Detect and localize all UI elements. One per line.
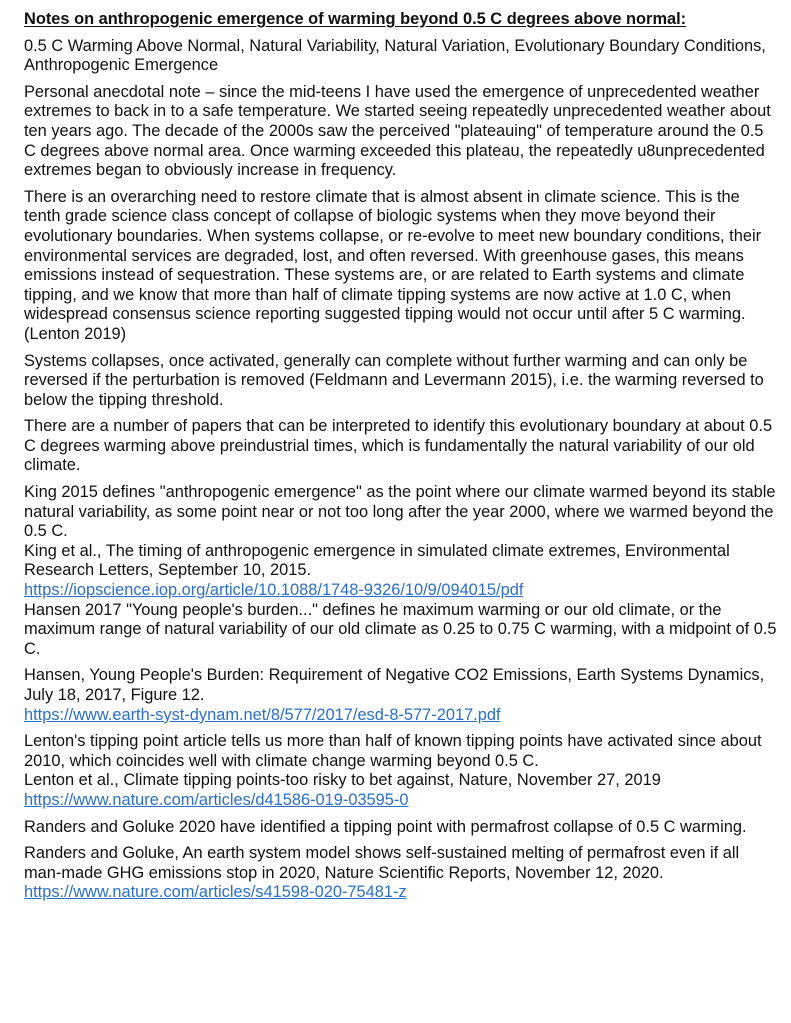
papers-paragraph: There are a number of papers that can be interpreted to identify this evolutionary boundary at about 0.5 C degrees warming above preindustrial times, which is fundamentally the natural variability of our old climate. bbox=[24, 417, 773, 475]
hansen-summary: Hansen 2017 "Young people's burden..." defines he maximum warming or our old climate, or the maximum range of natural variability of our old climate as 0.25 to 0.75 C warming, with a midpoint of 0.5 C. bbox=[24, 600, 777, 658]
lenton-citation: Lenton et al., Climate tipping points-too risky to bet against, Nature, November 27, 2019 bbox=[24, 771, 661, 790]
lenton-summary: Lenton's tipping point article tells us more than half of known tipping points have activated since about 2010, which coincides well with climate change warming beyond 0.5 C. bbox=[24, 732, 762, 770]
randers-citation-paragraph bbox=[24, 844, 777, 903]
king-citation: King et al., The timing of anthropogenic emergence in simulated climate extremes, Environmental Research Letters, September 10, 2015. bbox=[24, 541, 730, 580]
randers-summary: Randers and Goluke 2020 have identified a tipping point with permafrost collapse of 0.5 C warming. bbox=[24, 817, 747, 836]
hansen-link-line bbox=[24, 706, 777, 726]
collapse-paragraph: Systems collapses, once activated, generally can complete without further warming and can only be reversed if the perturbation is removed (Feldmann and Levermann 2015), i.e. the warming reversed to below the tipping threshold. bbox=[24, 351, 764, 409]
hansen-citation: Hansen, Young People's Burden: Requirement of Negative CO2 Emissions, Earth Systems Dynamics, July 18, 2017, Figure 12. bbox=[24, 666, 765, 704]
lenton-link-line bbox=[24, 791, 777, 811]
keywords-paragraph: 0.5 C Warming Above Normal, Natural Variability, Natural Variation, Evolutionary Boundary Conditions, Anthropogenic Emergence bbox=[24, 36, 766, 75]
overarching-need-paragraph: There is an overarching need to restore climate that is almost absent in climate science. This is the tenth grade science class concept of collapse of biologic systems when they move beyond their evolutionary boundaries. When systems collapse, or re-evolve to meet new boundary conditions, their environmental services are degraded, lost, and often reversed. With greenhouse gases, this means emissions instead of sequestration. These systems are, or are related to Earth systems and climate tipping, and we know that more than half of climate tipping systems are now active at 1.0 C, when widespread consensus science reporting suggested tipping would not occur until after 5 C warming. (Lenton 2019) bbox=[24, 187, 762, 343]
lenton-link[interactable]: https://www.nature.com/articles/d41586-019-03595-0 bbox=[24, 790, 409, 809]
randers-citation: Randers and Goluke, An earth system model shows self-sustained melting of permafrost even if all man-made GHG emissions stop in 2020, Nature Scientific Reports, November 12, 2020. bbox=[24, 844, 740, 882]
king-summary: King 2015 defines "anthropogenic emergence" as the point where our climate warmed beyond its stable natural variability, as some point near or not too long after the year 2000, where we warmed beyond the 0.5 C. bbox=[24, 483, 776, 541]
king-link-line bbox=[24, 581, 777, 601]
king-link[interactable]: https://iopscience.iop.org/article/10.1088/1748-9326/10/9/094015/pdf bbox=[24, 581, 524, 600]
anecdote-paragraph: Personal anecdotal note – since the mid-teens I have used the emergence of unprecedented weather extremes to back in to a safe temperature. We started seeing repeatedly unprecedented weather about ten years ago. The decade of the 2000s saw the perceived "plateauing" of temperature around the 0.5 C degrees above normal area. Once warming exceeded this plateau, the repeatedly u8unprecedented extremes began to obviously increase in frequency. bbox=[24, 82, 771, 180]
hansen-link[interactable]: https://www.earth-syst-dynam.net/8/577/2017/esd-8-577-2017.pdf bbox=[24, 705, 501, 724]
randers-link[interactable]: https://www.nature.com/articles/s41598-020-75481-z bbox=[24, 883, 407, 902]
document-title: Notes on anthropogenic emergence of warming beyond 0.5 C degrees above normal: bbox=[24, 10, 687, 28]
